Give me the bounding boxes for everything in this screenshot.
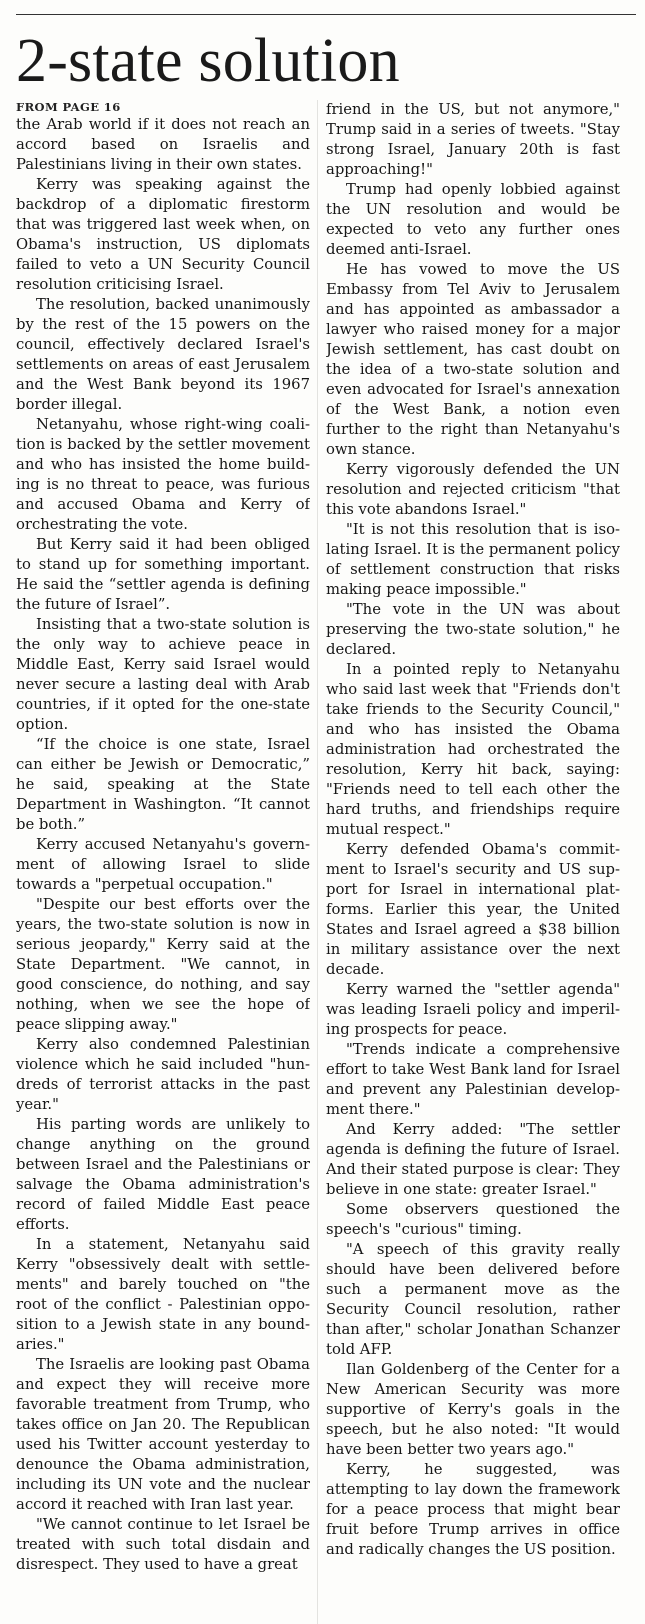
paragraph: His parting words are unlikely to change anything on the ground between Israel and the Palestinians or salvage the Obama administration's record of failed Middle East peace efforts. [16,1116,310,1233]
paragraph: In a pointed reply to Netanyahu who said last week that "Friends don't take friends to the Security Council," and who has insisted the Obama administration had orchestrated the resolution, Kerry hit back, saying: "Friends need to tell each other the hard truths, and friendships require mutual respect." [326,661,620,838]
paragraph: The Israelis are looking past Obama and expect they will receive more favorable treatment from Trump, who takes office on Jan 20. The Republican used his Twitter account yesterday to denounce the Obama administration, including its UN vote and the nuclear accord it reached with Iran last year. [16,1356,310,1513]
paragraph: But Kerry said it had been obliged to stand up for something important. He said the “settler agenda is defining the future of Israel”. [16,536,310,613]
paragraph: Kerry warned the "settler agenda" was leading Israeli policy and imperiling prospects for peace. [326,981,620,1038]
paragraph: "We cannot continue to let Israel be treated with such total disdain and disrespect. They used to have a great [16,1516,310,1573]
paragraph: Kerry accused Netanyahu's government of allowing Israel to slide towards a "perpetual occupation." [16,836,310,893]
paragraph: Kerry defended Obama's commitment to Israel's security and US support for Israel in international platforms. Earlier this year, the United States and Israel agreed a $38 billion in military assistance over the next decade. [326,841,620,978]
paragraph: And Kerry added: "The settler agenda is defining the future of Israel. And their stated purpose is clear: They believe in one state: greater Israel." [326,1121,620,1198]
paragraph: In a statement, Netanyahu said Kerry "obsessively dealt with settlements" and barely touched on "the root of the conflict - Palestinian opposition to a Jewish state in any boundaries." [16,1236,310,1353]
paragraph: friend in the US, but not anymore," Trump said in a series of tweets. "Stay strong Israel, January 20th is fast approaching!" [326,101,620,178]
continuation-kicker: FROM PAGE 16 [16,100,121,114]
paragraph: Kerry vigorously defended the UN resolution and rejected criticism "that this vote abandons Israel." [326,461,620,518]
paragraph: "Trends indicate a comprehensive effort to take West Bank land for Israel and prevent any Palestinian development there." [326,1041,620,1118]
paragraph: Kerry, he suggested, was attempting to lay down the framework for a peace process that might bear fruit before Trump arrives in office and radically changes the US position. [326,1461,620,1558]
article-column-right [326,100,620,1624]
paragraph: Insisting that a two-state solution is the only way to achieve peace in Middle East, Kerry said Israel would never secure a lasting deal with Arab countries, if it opted for the one-state option. [16,616,310,733]
paragraph: "A speech of this gravity really should have been delivered before such a permanent move as the Security Council resolution, rather than after," scholar Jonathan Schanzer told AFP. [326,1241,620,1358]
paragraph: the Arab world if it does not reach an accord based on Israelis and Palestinians living in their own states. [16,116,310,173]
paragraph: “If the choice is one state, Israel can either be Jewish or Democratic,” he said, speaking at the State Department in Washington. “It cannot be both.” [16,736,310,833]
article-column-left [16,100,310,1624]
paragraph: "The vote in the UN was about preserving the two-state solution," he declared. [326,601,620,658]
headline: 2-state solution [16,27,400,95]
paragraph: Kerry was speaking against the backdrop of a diplomatic firestorm that was triggered last week when, on Obama's instruction, US diplomats failed to veto a UN Security Council resolution criticising Israel. [16,176,310,293]
paragraph: He has vowed to move the US Embassy from Tel Aviv to Jerusalem and has appointed as ambassador a lawyer who raised money for a major Jewish settlement, has cast doubt on the idea of a two-state solution and even advocated for Israel's annexation of the West Bank, a notion even further to the right than Netanyahu's own stance. [326,261,620,458]
paragraph: Some observers questioned the speech's "curious" timing. [326,1201,620,1238]
paragraph: The resolution, backed unanimously by the rest of the 15 powers on the council, effectively declared Israel's settlements on areas of east Jerusalem and the West Bank beyond its 1967 border illegal. [16,296,310,413]
paragraph: Kerry also condemned Palestinian violence which he said included "hundreds of terrorist attacks in the past year." [16,1036,310,1113]
top-rule [16,14,636,15]
paragraph: "Despite our best efforts over the years, the two-state solution is now in serious jeopardy," Kerry said at the State Department. "We cannot, in good conscience, do nothing, and say nothing, when we see the hope of peace slipping away." [16,896,310,1033]
paragraph: Ilan Goldenberg of the Center for a New American Security was more supportive of Kerry's goals in the speech, but he also noted: "It would have been better two years ago." [326,1361,620,1458]
column-divider [317,100,318,1624]
paragraph: Trump had openly lobbied against the UN resolution and would be expected to veto any further ones deemed anti-Israel. [326,181,620,258]
paragraph: "It is not this resolution that is isolating Israel. It is the permanent policy of settlement construction that risks making peace impossible." [326,521,620,598]
paragraph: Netanyahu, whose right-wing coalition is backed by the settler movement and who has insisted the home building is no threat to peace, was furious and accused Obama and Kerry of orchestrating the vote. [16,416,310,533]
